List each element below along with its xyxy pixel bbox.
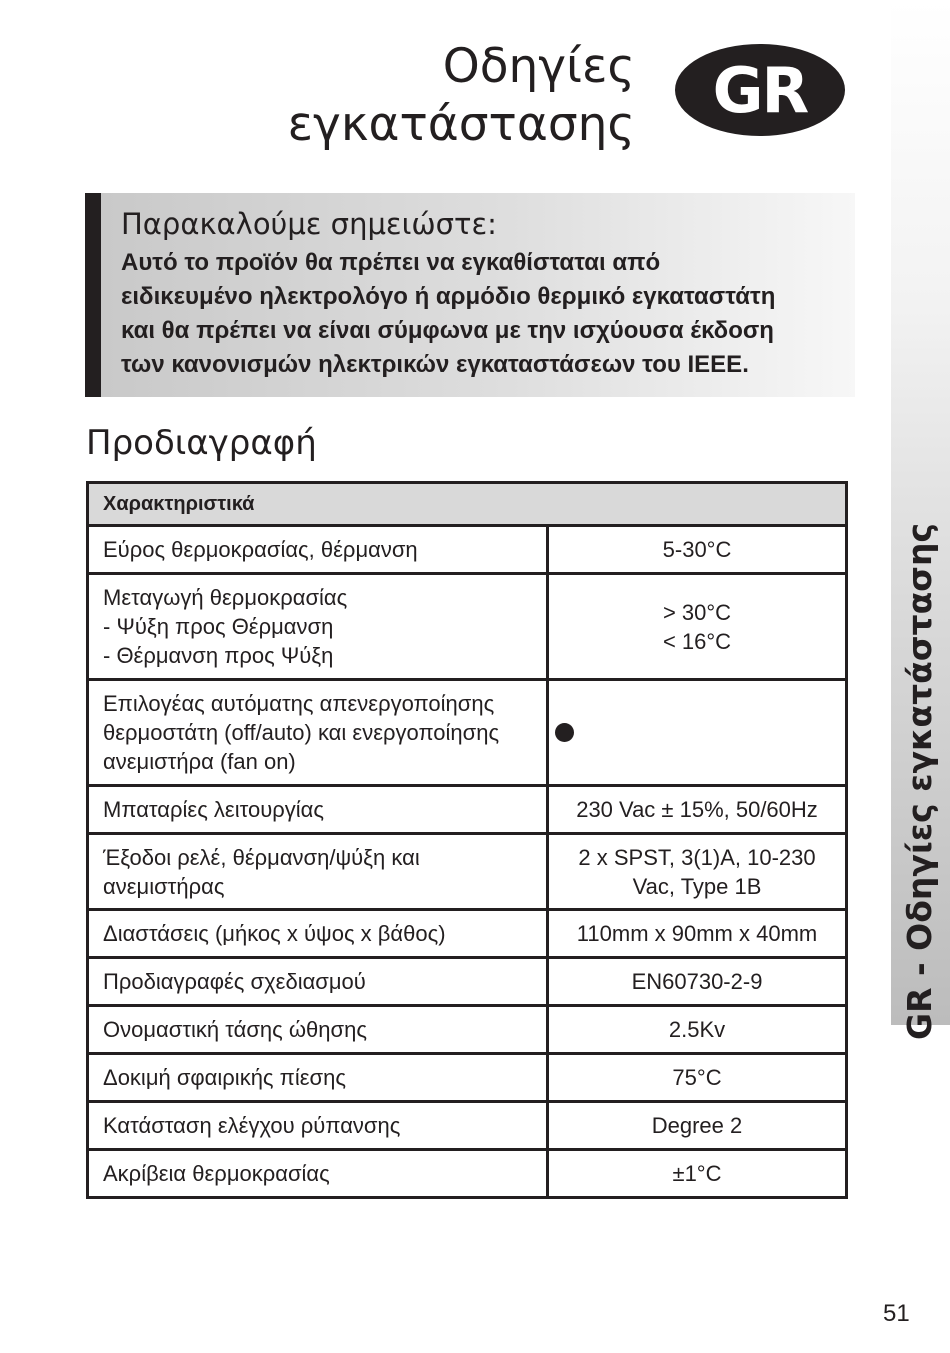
spec-value-line: 75°C: [672, 1065, 722, 1090]
language-badge: GR: [675, 44, 845, 136]
spec-value-line: 2 x SPST, 3(1)A, 10-230: [578, 844, 816, 870]
spec-value-cell: [548, 910, 847, 958]
notice-title: Παρακαλούμε σημειώστε:: [121, 207, 497, 241]
spec-feature-line: Εύρος θερμοκρασίας, θέρμανση: [103, 537, 418, 562]
spec-value-cell: [548, 574, 847, 680]
page-number: 51: [883, 1300, 910, 1327]
spec-feature-cell: [88, 574, 548, 680]
spec-feature-line: - Θέρμανση προς Ψύξη: [103, 643, 334, 668]
spec-table-header-row: [88, 483, 847, 526]
spec-value-cell: [548, 834, 847, 910]
notice-line: των κανονισμών ηλεκτρικών εγκαταστάσεων του IEEE.: [121, 351, 749, 378]
spec-value-line: 230 Vac ± 15%, 50/60Hz: [576, 797, 818, 822]
spec-value-line: Vac, Type 1B: [632, 873, 762, 899]
section-title: Προδιαγραφή: [86, 423, 317, 463]
spec-row: [88, 910, 847, 958]
spec-feature-line: Μπαταρίες λειτουργίας: [103, 797, 324, 822]
spec-feature-line: Ακρίβεια θερμοκρασίας: [103, 1161, 330, 1186]
spec-value-line: ±1°C: [672, 1161, 722, 1186]
notice-line: ειδικευμένο ηλεκτρολόγο ή αρμόδιο θερμικό εγκαταστάτη: [121, 283, 776, 310]
spec-feature-cell: [88, 526, 548, 574]
spec-row: [88, 786, 847, 834]
spec-value-cell: [548, 1150, 847, 1198]
spec-value-line: < 16°C: [662, 628, 732, 654]
spec-value-line: 2.5Kv: [668, 1017, 726, 1042]
spec-table: [86, 481, 848, 1199]
spec-feature-line: Επιλογέας αυτόματης απενεργοποίησης: [103, 691, 495, 716]
spec-table-body: [88, 526, 847, 1198]
notice-accent-bar: [85, 193, 101, 397]
spec-row: [88, 958, 847, 1006]
spec-feature-line: Ονομαστική τάσης ώθησης: [103, 1017, 367, 1042]
spec-feature-line: Κατάσταση ελέγχου ρύπανσης: [103, 1113, 401, 1138]
bullet-icon: [555, 723, 574, 742]
spec-feature-cell: [88, 1006, 548, 1054]
side-tab-label-text: GR - Οδηγίες εγκατάστασης: [900, 522, 940, 1040]
spec-feature-cell: [88, 1150, 548, 1198]
spec-value-cell: [548, 1006, 847, 1054]
spec-feature-line: Διαστάσεις (μήκος x ύψος x βάθος): [103, 921, 446, 946]
spec-table-header: Χαρακτηριστικά: [88, 483, 847, 526]
page-title-line-2: εγκατάστασης: [287, 97, 635, 152]
spec-value-cell: [548, 786, 847, 834]
spec-value-line: EN60730-2-9: [631, 969, 763, 994]
spec-feature-line: Προδιαγραφές σχεδιασμού: [103, 969, 366, 994]
spec-value-line: > 30°C: [662, 599, 732, 625]
spec-row: [88, 680, 847, 786]
spec-row: [88, 1054, 847, 1102]
spec-feature-line: Έξοδοι ρελέ, θέρμανση/ψύξη και: [103, 844, 420, 870]
side-tab-label: [892, 522, 948, 1040]
spec-value-cell: [548, 526, 847, 574]
spec-value-line: 110mm x 90mm x 40mm: [576, 921, 818, 946]
spec-feature-line: Μεταγωγή θερμοκρασίας: [103, 585, 348, 610]
spec-feature-line: ανεμιστήρας: [103, 873, 225, 899]
spec-row: [88, 1006, 847, 1054]
spec-row: [88, 1150, 847, 1198]
spec-feature-line: ανεμιστήρα (fan on): [103, 749, 296, 774]
spec-feature-line: - Ψύξη προς Θέρμανση: [103, 614, 334, 639]
spec-value-cell: [548, 1102, 847, 1150]
spec-value-line: Degree 2: [651, 1113, 743, 1138]
spec-value-cell: [548, 1054, 847, 1102]
page-title: [288, 38, 635, 154]
spec-feature-cell: [88, 1054, 548, 1102]
spec-feature-cell: [88, 834, 548, 910]
notice-line: και θα πρέπει να είναι σύμφωνα με την ισχύουσα έκδοση: [121, 317, 774, 344]
page-title-line-1: Οδηγίες: [442, 39, 635, 94]
spec-row: [88, 834, 847, 910]
spec-row: [88, 526, 847, 574]
notice-box: [85, 193, 855, 397]
spec-row: [88, 574, 847, 680]
spec-feature-cell: [88, 680, 548, 786]
spec-feature-line: Δοκιμή σφαιρικής πίεσης: [103, 1065, 346, 1090]
spec-feature-cell: [88, 910, 548, 958]
spec-value-line: 5-30°C: [662, 537, 732, 562]
spec-feature-line: θερμοστάτη (off/auto) και ενεργοποίησης: [103, 720, 500, 745]
notice-body: [121, 246, 851, 382]
spec-row: [88, 1102, 847, 1150]
notice-line: Αυτό το προϊόν θα πρέπει να εγκαθίσταται από: [121, 249, 661, 276]
spec-feature-cell: [88, 958, 548, 1006]
spec-feature-cell: [88, 786, 548, 834]
spec-feature-cell: [88, 1102, 548, 1150]
spec-value-cell: [548, 680, 847, 786]
spec-value-cell: [548, 958, 847, 1006]
